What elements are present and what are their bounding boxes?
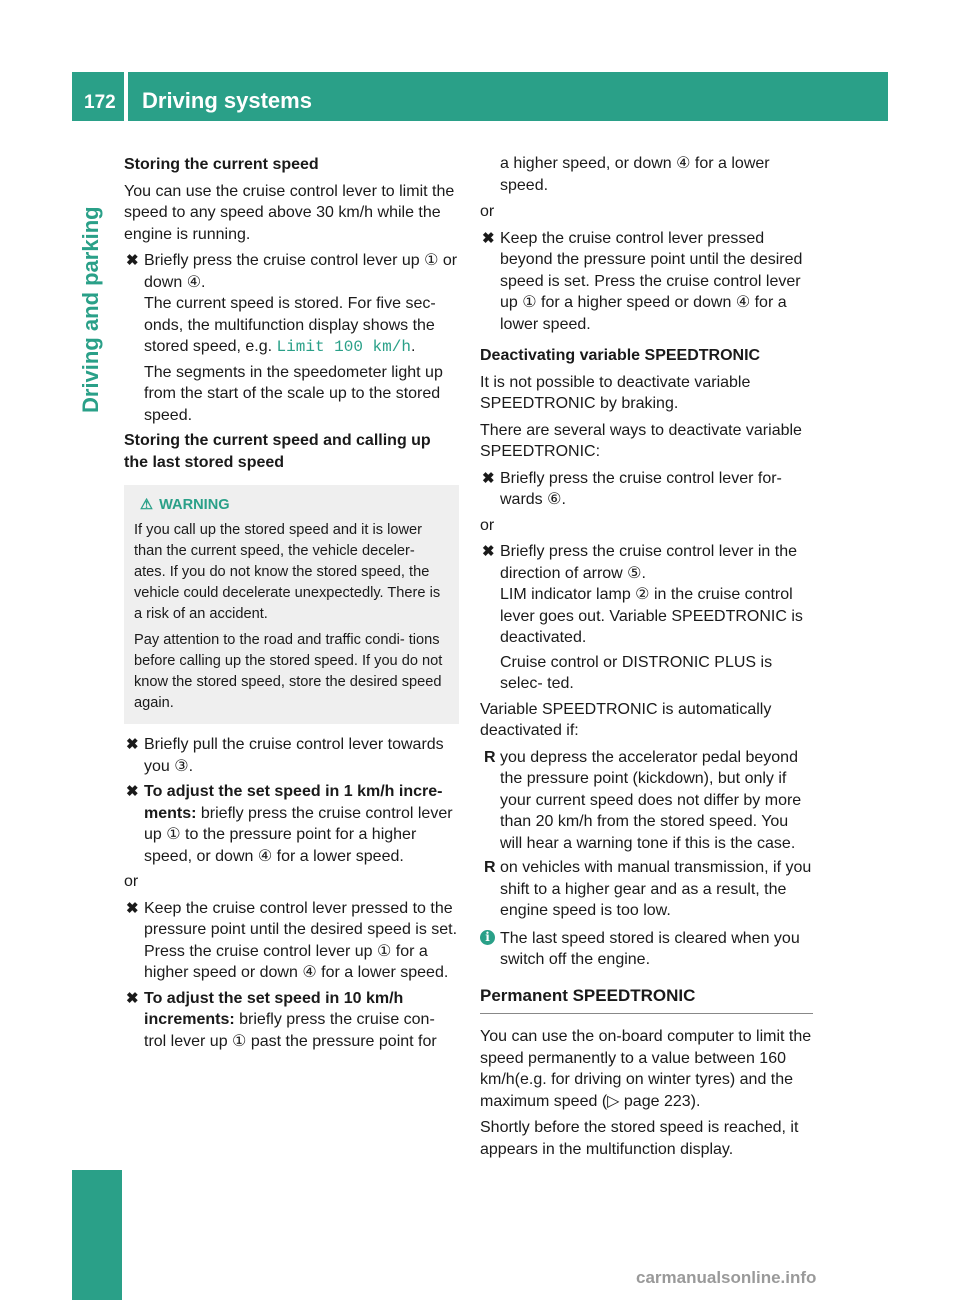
section-heading: Permanent SPEEDTRONIC [480,985,696,1005]
bullet-icon: R [484,748,496,766]
list-item-text: on vehicles with manual transmission, if you shift to a higher gear and as a result, the engine speed is too low. [500,859,812,919]
side-color-block [72,1170,122,1300]
step-result-text: The current speed is stored. For five sec- onds, the multifunction display shows the stored speed, e.g. [144,295,436,355]
left-column [124,150,459,1056]
heading-calling-up: Storing the current speed and calling up the last stored speed [124,432,431,471]
instruction-step [124,734,459,777]
step-arrow-icon: ✖ [482,469,495,487]
side-section-label: Driving and parking [78,206,103,413]
instruction-step [124,898,459,984]
or-text: or [124,873,139,890]
paragraph: Shortly before the stored speed is reached, it appears in the multifunction display. [480,1119,799,1158]
warning-box [124,485,459,724]
step-note: Cruise control or DISTRONIC PLUS is selec- ted. [500,653,773,692]
warning-title [134,495,449,516]
bullet-icon: R [484,859,496,876]
info-note [480,928,813,971]
watermark: carmanualsonline.info [636,1268,817,1287]
section-divider [480,1013,813,1014]
or-text: or [480,516,495,534]
heading-deactivating: Deactivating variable SPEEDTRONIC [480,347,761,364]
heading-storing-speed: Storing the current speed [124,156,319,173]
instruction-step [480,541,813,695]
instruction-step [124,250,459,426]
paragraph: You can use the cruise control lever to limit the speed to any speed above 30 km/h while the engine is running. [124,182,455,243]
step-text [144,781,459,867]
or-text: or [480,203,495,220]
step-arrow-icon: ✖ [126,252,139,269]
step-arrow-icon: ✖ [126,783,139,800]
step-arrow-icon: ✖ [482,229,495,247]
step-result-end: . [410,338,416,355]
list-item [480,857,813,922]
continued-text: a higher speed, or down ④ for a lower speed. [500,155,770,194]
instruction-step [124,781,459,867]
step-text [144,988,459,1053]
step-text: Keep the cruise control lever pressed beyond the pressure point until the desired speed is set. Press the cruise control lever up ① for a higher speed or down ④ for a lower speed. [500,229,803,333]
step-rest-text: briefly press the cruise con- trol lever up ① past the pressure point for [144,1011,437,1050]
instruction-step [480,228,813,336]
display-message: Limit 100 km/h [276,338,411,356]
step-arrow-icon: ✖ [126,736,139,753]
right-column [480,153,813,1165]
step-text: Briefly press the cruise control lever in the direction of arrow ⑤. [500,543,798,582]
warning-title-text: WARNING [159,497,230,513]
paragraph: Variable SPEEDTRONIC is automatically deactivated if: [480,700,772,739]
step-result [144,293,459,359]
info-icon: i [480,930,495,945]
step-result: LIM indicator lamp ② in the cruise control lever goes out. Variable SPEEDTRONIC is deactivated. [500,586,803,646]
step-text: Briefly pull the cruise control lever towards you ③. [144,736,444,775]
page-title: Driving systems [142,88,312,113]
step-text: Keep the cruise control lever pressed to the pressure point until the desired speed is set. Press the cruise control lever up ① for a higher speed or down ④ for a lower speed. [144,899,458,981]
step-rest-text: briefly press the cruise control lever up ① to the pressure point for a higher speed, or down ④ for a lower speed. [144,804,453,865]
instruction-step [124,988,459,1053]
list-item [480,747,813,855]
list-item-text: you depress the accelerator pedal beyond the pressure point (kickdown), but only if your current speed does not differ by more than 20 km/h from the stored speed. You will hear a warning tone if this is the case. [500,748,802,852]
warning-text: Pay attention to the road and traffic condi- tions before calling up the stored speed. If you do not know the stored speed, store the desired speed again. [134,632,443,711]
step-arrow-icon: ✖ [482,543,495,560]
step-arrow-icon: ✖ [126,989,139,1007]
paragraph: There are several ways to deactivate variable SPEEDTRONIC: [480,421,802,460]
warning-triangle-icon: ⚠ [140,497,154,513]
step-bold-text: To adjust the set speed in 10 km/h increments: [144,989,404,1028]
page-number: 172 [84,92,116,113]
paragraph: You can use the on-board computer to limit the speed permanently to a value between 160 km/h(e.g. for driving on winter tyres) and the maximum speed (▷ page 223). [480,1028,812,1110]
instruction-step [480,468,813,511]
step-arrow-icon: ✖ [126,899,139,917]
info-text: The last speed stored is cleared when you switch off the engine. [500,929,800,968]
step-text: Briefly press the cruise control lever up ① or down ④. [144,252,458,291]
header-divider [124,72,128,121]
step-note: The segments in the speedometer light up from the start of the scale up to the stored speed. [144,363,443,424]
step-bold-text: To adjust the set speed in 1 km/h incre- ments: [144,783,443,822]
warning-text: If you call up the stored speed and it is lower than the current speed, the vehicle deceler- ates. If you do not know the stored speed, the vehicle could decelerate unexpectedly. There is a risk of an accident. [134,522,441,622]
step-text: Briefly press the cruise control lever for- wards ⑥. [500,469,782,508]
paragraph: It is not possible to deactivate variable SPEEDTRONIC by braking. [480,373,751,412]
